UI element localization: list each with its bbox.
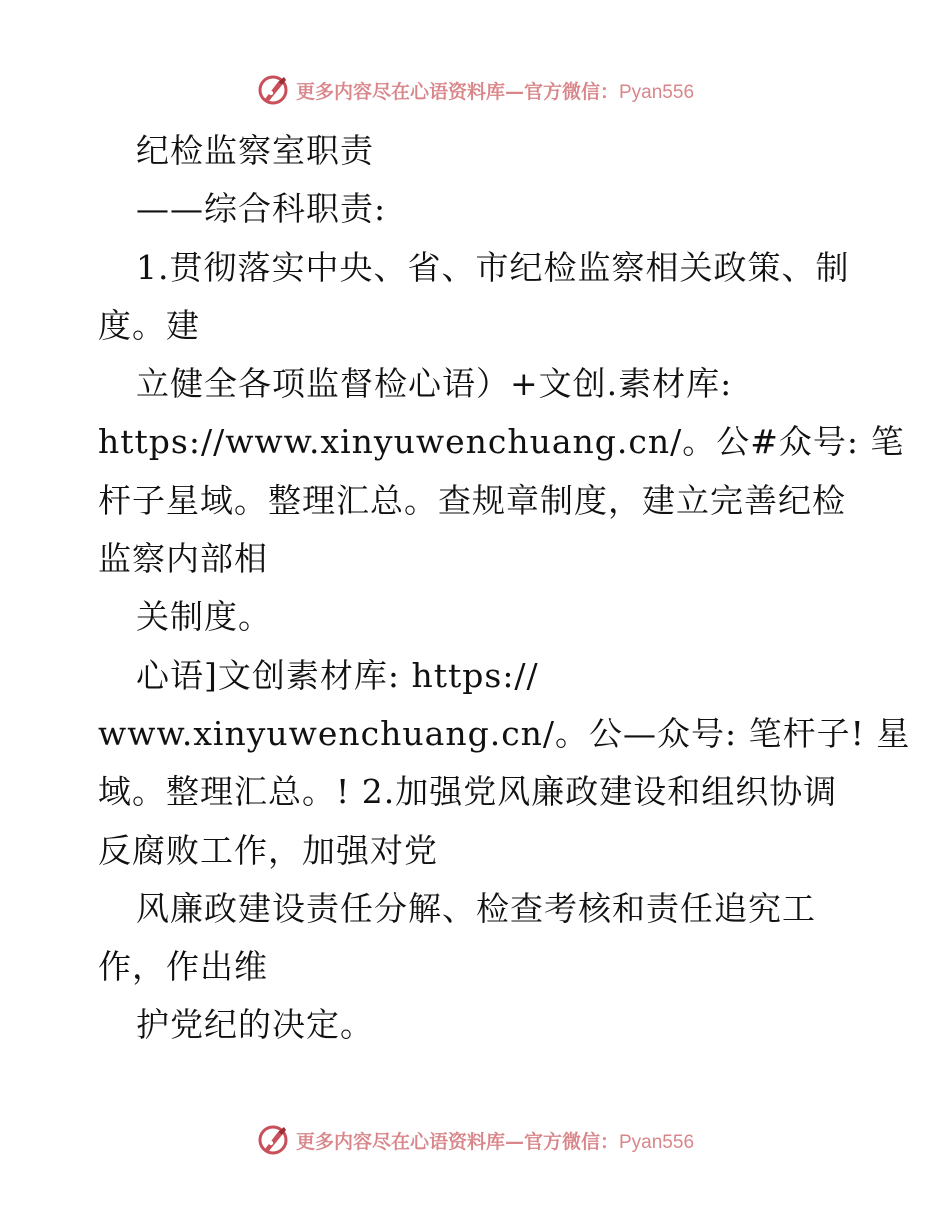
document-title: 纪检监察室职责 [136,131,374,170]
footer-banner [0,1120,950,1160]
wechat-handle: Pyan556 [619,81,695,103]
paragraph-line: 度。建 [98,305,200,345]
paragraph-line: 监察内部相 [98,539,268,579]
paragraph-line: 域。整理汇总。! 2.加强党风廉政建设和组织协调 [98,772,838,812]
quill-pen-logo-icon [256,73,290,107]
section-heading: ——综合科职责: [136,189,387,229]
header-banner [0,70,950,110]
paragraph-line: 杆子星域。整理汇总。查规章制度，建立完善纪检 [98,480,846,520]
paragraph-line: 风廉政建设责任分解、检查考核和责任追究工 [136,888,816,928]
quill-pen-logo-icon [256,1123,290,1157]
paragraph-line: www.xinyuwenchuang.cn/。公—众号: 笔杆子! 星 [98,713,911,753]
paragraph-line: 立健全各项监督检心语）+文创.素材库: [136,364,733,404]
paragraph-line: 作，作出维 [98,947,268,987]
paragraph-line: https://www.xinyuwenchuang.cn/。公#众号: 笔 [98,422,905,462]
paragraph-line: 反腐败工作，加强对党 [98,830,438,870]
banner-text: 更多内容尽在心语资料库—官方微信：Pyan556 [295,80,695,103]
paragraph-line: 1.贯彻落实中央、省、市纪检监察相关政策、制 [136,247,850,287]
document-body [98,122,911,1055]
banner-text: 更多内容尽在心语资料库—官方微信：Pyan556 [295,1130,695,1153]
paragraph-line: 护党纪的决定。 [136,1005,374,1045]
paragraph-line: 心语]文创素材库: https:// [136,655,539,695]
wechat-handle: Pyan556 [619,1131,695,1153]
paragraph-line: 关制度。 [136,597,272,637]
